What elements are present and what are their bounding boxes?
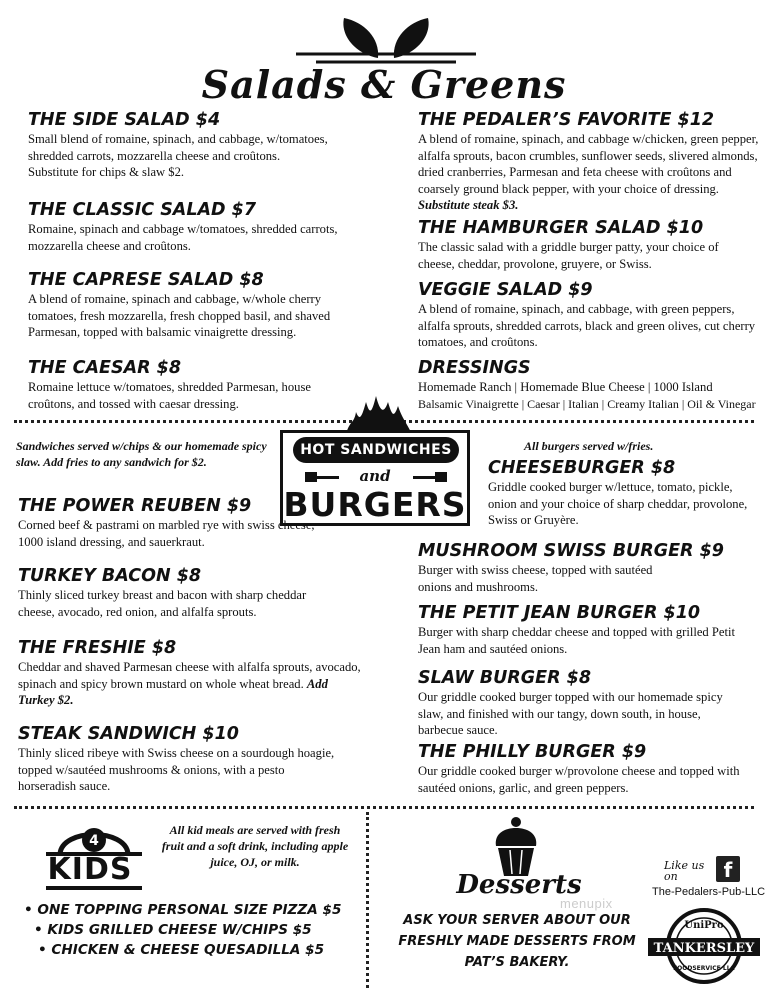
section-divider xyxy=(14,806,754,809)
sandwich-note: Sandwiches served w/chips & our homemade spicy slaw. Add fries to any sandwich for $2. xyxy=(16,439,267,469)
kids-heading: KIDS xyxy=(47,852,133,887)
salad-item xyxy=(418,218,758,272)
item-title: MUSHROOM SWISS BURGER $9 xyxy=(418,541,724,561)
spatula-icon xyxy=(413,471,447,483)
item-desc: Griddle cooked burger w/lettuce, tomato, pickle, onion and your choice of sharp cheddar, provolone, Swiss or Gruyère. xyxy=(488,480,748,527)
item-title: THE SIDE SALAD $4 xyxy=(28,110,221,130)
item-extra: Substitute for chips & slaw $2. xyxy=(28,165,185,179)
like-line: Like us xyxy=(664,859,705,872)
sandwich-item xyxy=(18,724,338,795)
badge-bottom-label: BURGERS xyxy=(283,485,467,524)
item-title: CHEESEBURGER $8 xyxy=(488,458,676,478)
watermark: menupix xyxy=(560,896,613,911)
kids-menu-list xyxy=(24,900,341,960)
item-extra: Substitute steak $3. xyxy=(418,198,519,212)
cupcake-icon xyxy=(490,816,542,878)
item-title: THE FRESHIE $8 xyxy=(18,638,177,658)
column-divider xyxy=(366,812,369,988)
burger-item xyxy=(418,603,758,657)
sandwich-item xyxy=(18,496,318,550)
facebook-handle[interactable]: The-Pedalers-Pub-LLC xyxy=(652,886,766,898)
burger-item xyxy=(418,541,748,595)
dressings-list xyxy=(418,358,764,412)
logo-bottom: FOODSERVICE LLC xyxy=(673,965,735,972)
salad-item xyxy=(418,110,764,214)
tankersley-logo xyxy=(646,906,762,986)
item-title: THE POWER REUBEN $9 xyxy=(18,496,252,516)
item-desc: A blend of romaine, spinach and cabbage, w/whole cherry tomatoes, fresh mozzarella, fresh chopped basil, and shaved Parmesan, topped with balsamic vinaigrette dressing. xyxy=(28,292,331,339)
item-title: THE PEDALER’S FAVORITE $12 xyxy=(418,110,715,130)
salad-item xyxy=(28,270,368,341)
item-desc: Burger with sharp cheddar cheese and topped with grilled Petit Jean ham and sautéed onions. xyxy=(418,625,735,656)
list-item: • ONE TOPPING PERSONAL SIZE PIZZA $5 xyxy=(24,902,342,918)
item-title: THE CLASSIC SALAD $7 xyxy=(28,200,257,220)
item-desc: Romaine lettuce w/tomatoes, shredded Parmesan, house croûtons, and tossed with caesar dressing. xyxy=(28,380,311,411)
burger-note: All burgers served w/fries. xyxy=(524,439,654,453)
item-desc: The classic salad with a griddle burger patty, your choice of cheese, cheddar, provolone, gruyere, or Swiss. xyxy=(418,240,719,271)
item-desc: Small blend of romaine, spinach, and cabbage, w/tomatoes, shredded carrots, mozzarella cheese and croûtons. xyxy=(28,132,328,163)
item-extra: Add Turkey $2. xyxy=(18,676,328,707)
item-title: THE CAPRESE SALAD $8 xyxy=(28,270,264,290)
item-title: THE PETIT JEAN BURGER $10 xyxy=(418,603,701,623)
dressings-line: Homemade Ranch | Homemade Blue Cheese | 1000 Island xyxy=(418,380,713,394)
salad-item xyxy=(418,280,764,351)
item-desc: Cheddar and shaved Parmesan cheese with alfalfa sprouts, avocado, spinach and spicy brown mustard on whole wheat bread. xyxy=(18,660,361,691)
item-desc: Burger with swiss cheese, topped with sautéed onions and mushrooms. xyxy=(418,563,653,594)
salad-item xyxy=(28,110,358,181)
item-title: SLAW BURGER $8 xyxy=(418,668,592,688)
facebook-icon[interactable]: f xyxy=(716,856,740,882)
item-title: THE PHILLY BURGER $9 xyxy=(418,742,647,762)
burger-item xyxy=(418,668,728,739)
flame-icon xyxy=(344,394,414,434)
kids-note: All kid meals are served with fresh fruit and a soft drink, including apple juice, OJ, or milk. xyxy=(161,823,349,869)
list-item: • CHICKEN & CHEESE QUESADILLA $5 xyxy=(38,942,325,958)
item-desc: A blend of romaine, spinach, and cabbage, with green peppers, alfalfa sprouts, shredded carrots, black and green olives, cut cherry tomatoes, and croûtons. xyxy=(418,302,756,349)
item-desc: Our griddle cooked burger w/provolone cheese and topped with sautéed onions, garlic, and green peppers. xyxy=(418,764,740,795)
item-desc: Thinly sliced turkey breast and bacon with sharp cheddar cheese, avocado, red onion, and alfalfa sprouts. xyxy=(18,588,307,619)
kids-badge-number: 4 xyxy=(89,833,99,849)
page-title: Salads & Greens xyxy=(201,62,567,107)
logo-top: UniPro xyxy=(684,920,724,931)
sandwich-item xyxy=(18,566,338,620)
item-desc: A blend of romaine, spinach, and cabbage w/chicken, green pepper, alfalfa sprouts, bacon crumbles, sunflower seeds, slivered almonds, dried cranberries, Parmesan and feta cheese with croûtons and coarsely ground black pepper, with your choice of dressing. xyxy=(418,132,759,196)
salad-item xyxy=(28,200,368,254)
item-title: VEGGIE SALAD $9 xyxy=(418,280,593,300)
dressings-line: Balsamic Vinaigrette | Caesar | Italian | Creamy Italian | Oil & Vinegar xyxy=(418,396,756,411)
item-title: THE CAESAR $8 xyxy=(28,358,182,378)
burger-item xyxy=(488,458,764,529)
item-title: STEAK SANDWICH $10 xyxy=(18,724,239,744)
item-desc: Corned beef & pastrami on marbled rye with swiss cheese, 1000 island dressing, and sauerkraut. xyxy=(18,518,315,549)
item-desc: Romaine, spinach and cabbage w/tomatoes, shredded carrots, mozzarella cheese and croûtons. xyxy=(28,222,338,253)
salad-item xyxy=(28,358,358,412)
desserts-heading: Desserts xyxy=(456,870,582,900)
item-title: TURKEY BACON $8 xyxy=(18,566,202,586)
badge-and-label: and xyxy=(359,467,391,485)
burger-item xyxy=(418,742,758,796)
logo-name: TANKERSLEY xyxy=(653,941,755,956)
facebook-like-text xyxy=(664,860,704,882)
desserts-message: ASK YOUR SERVER ABOUT OUR FRESHLY MADE DESSERTS FROM PAT’S BAKERY. xyxy=(398,913,636,970)
item-title: THE HAMBURGER SALAD $10 xyxy=(418,218,704,238)
item-desc: Thinly sliced ribeye with Swiss cheese on a sourdough hoagie, topped w/sautéed mushrooms & onions, with a pesto horseradish sauce. xyxy=(18,746,335,793)
item-desc: Our griddle cooked burger topped with our homemade spicy slaw, and finished with our tangy, down south, in house, barbecue sauce. xyxy=(418,690,723,737)
item-title: DRESSINGS xyxy=(418,358,531,378)
sandwich-item xyxy=(18,638,364,709)
badge-top-label: HOT SANDWICHES xyxy=(293,437,459,463)
list-item: • KIDS GRILLED CHEESE W/CHIPS $5 xyxy=(34,922,312,938)
like-line: on xyxy=(664,870,678,883)
